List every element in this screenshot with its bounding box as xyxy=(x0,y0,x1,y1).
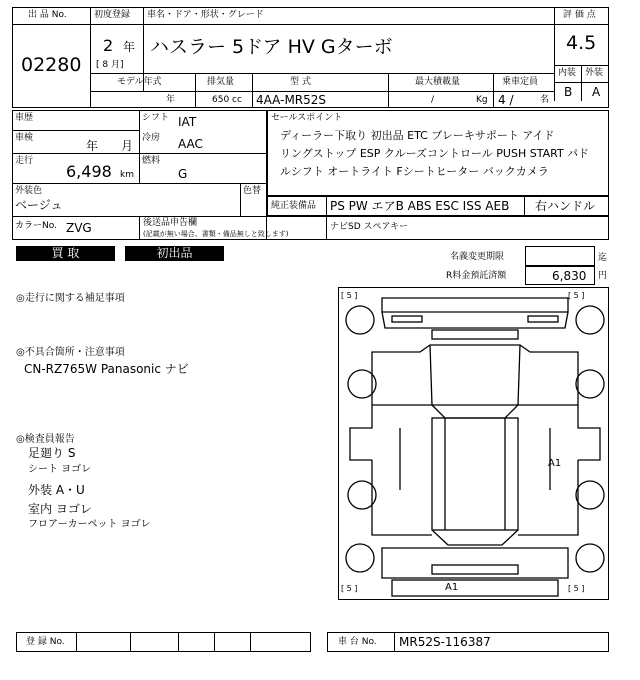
name-change-unit: 迄 xyxy=(598,253,608,263)
capacity-value: 4 / xyxy=(498,93,514,107)
post-docs-value: ナビSD スペアキー xyxy=(330,222,409,232)
tire-front-left xyxy=(346,306,374,334)
max-load-label: 最大積載量 xyxy=(415,77,461,87)
damage-mark-rear: A1 xyxy=(445,582,459,593)
defects-label: ◎不具合箇所・注意事項 xyxy=(16,347,125,358)
inspector-line-1: 足廻り S xyxy=(28,446,76,460)
inspector-line-3: 外装 A・U xyxy=(28,483,85,497)
interior-grade: B xyxy=(564,85,573,99)
type-label: 型 式 xyxy=(290,77,311,87)
ext-color: ベージュ xyxy=(15,198,63,212)
sales-line-3: ルシフト オートライト Fシートヒーター バックカメラ xyxy=(280,165,549,178)
model-year-label: モデル年式 xyxy=(117,77,162,87)
inspection-label: 車検 xyxy=(15,133,34,143)
post-docs-label: 後送品申告欄 xyxy=(143,218,198,228)
mileage: 6,498 xyxy=(66,162,112,181)
sales-line-2: リングストップ ESP クルーズコントロール PUSH START パド xyxy=(280,147,589,160)
shift: IAT xyxy=(178,115,197,129)
diagram-corner-br: [ 5 ] xyxy=(568,584,585,593)
driving-notes-label: ◎走行に関する補足事項 xyxy=(16,293,125,304)
diagram-corner-bl: [ 5 ] xyxy=(341,584,358,593)
name-change-label: 名義変更期限 xyxy=(450,252,505,262)
chassis-no: MR52S-116387 xyxy=(399,635,491,649)
mileage-label: 走行 xyxy=(15,156,34,166)
car-name: ハスラー 5ドア HV Gターボ xyxy=(150,36,393,58)
damage-mark-side: A1 xyxy=(548,458,562,469)
defects-text: CN-RZ765W Panasonic ナビ xyxy=(24,362,189,376)
first-reg-month: [ 8 月] xyxy=(96,60,124,70)
max-load-slash: / xyxy=(431,95,435,105)
ac: AAC xyxy=(178,137,203,151)
ext-color-label: 外装色 xyxy=(15,186,43,196)
exterior-label: 外装 xyxy=(585,68,604,78)
recycle-unit: 円 xyxy=(598,271,608,281)
score: 4.5 xyxy=(566,32,597,54)
inspector-label: ◎検査員報告 xyxy=(16,434,75,445)
displacement-label: 排気量 xyxy=(207,77,235,87)
exterior-grade: A xyxy=(592,85,601,99)
recycle-value: 6,830 xyxy=(552,269,587,283)
tire-rear-right xyxy=(576,544,604,572)
reg-no-label: 登 録 No. xyxy=(26,637,65,647)
recycle-label: R料金預託済額 xyxy=(446,271,507,281)
mileage-unit: km xyxy=(120,170,134,180)
handle: 右ハンドル xyxy=(535,199,596,213)
sales-label: セールスポイント xyxy=(271,113,343,123)
color-change-label: 色替 xyxy=(243,186,262,196)
capacity-label: 乗車定員 xyxy=(502,77,539,87)
buy-badge: 買 取 xyxy=(16,246,115,261)
inspector-line-5: フロアーカーペット ヨゴレ xyxy=(28,519,151,530)
capacity-unit: 名 xyxy=(540,95,550,105)
score-label: 評 価 点 xyxy=(563,10,596,20)
tire-rear-left xyxy=(346,544,374,572)
inspector-line-2: シート ヨゴレ xyxy=(28,464,92,475)
type-value: 4AA-MR52S xyxy=(256,93,327,107)
shift-label: シフト xyxy=(142,113,170,123)
model-year-value: 年 xyxy=(166,95,176,105)
color-no: ZVG xyxy=(66,221,92,235)
lot-no: 02280 xyxy=(21,54,82,76)
first-listing-badge: 初出品 xyxy=(125,246,224,261)
diagram-corner-tl: [ 5 ] xyxy=(341,291,358,300)
equipment-label: 純正装備品 xyxy=(271,201,317,211)
first-reg-label: 初度登録 xyxy=(94,10,131,20)
color-no-label: カラーNo. xyxy=(15,221,57,231)
interior-label: 内装 xyxy=(558,68,577,78)
first-reg-year: 2 xyxy=(103,36,114,55)
sales-line-1: ディーラー下取り 初出品 ETC ブレーキサポート アイド xyxy=(280,129,555,142)
tire-front-right xyxy=(576,306,604,334)
ac-label: 冷房 xyxy=(142,133,161,143)
inspection-month: 月 xyxy=(121,139,134,153)
lot-no-label: 出 品 No. xyxy=(28,10,67,20)
car-name-label: 車名・ドア・形状・グレード xyxy=(147,10,264,20)
fuel: G xyxy=(178,167,188,181)
post-docs-note: (記載が無い場合、書類・備品無しと致します) xyxy=(143,230,289,238)
chassis-label: 車 台 No. xyxy=(338,637,377,647)
diagram-corner-tr: [ 5 ] xyxy=(568,291,585,300)
inspector-line-4: 室内 ヨゴレ xyxy=(28,502,92,516)
equipment-items: PS PW エアB ABS ESC ISS AEB xyxy=(330,199,510,213)
year-unit: 年 xyxy=(123,40,136,54)
history-label: 車歴 xyxy=(15,113,34,123)
max-load-unit: Kg xyxy=(476,95,488,105)
inspection-year: 年 xyxy=(86,139,99,153)
displacement-value: 650 cc xyxy=(212,95,242,105)
fuel-label: 燃料 xyxy=(142,156,161,166)
